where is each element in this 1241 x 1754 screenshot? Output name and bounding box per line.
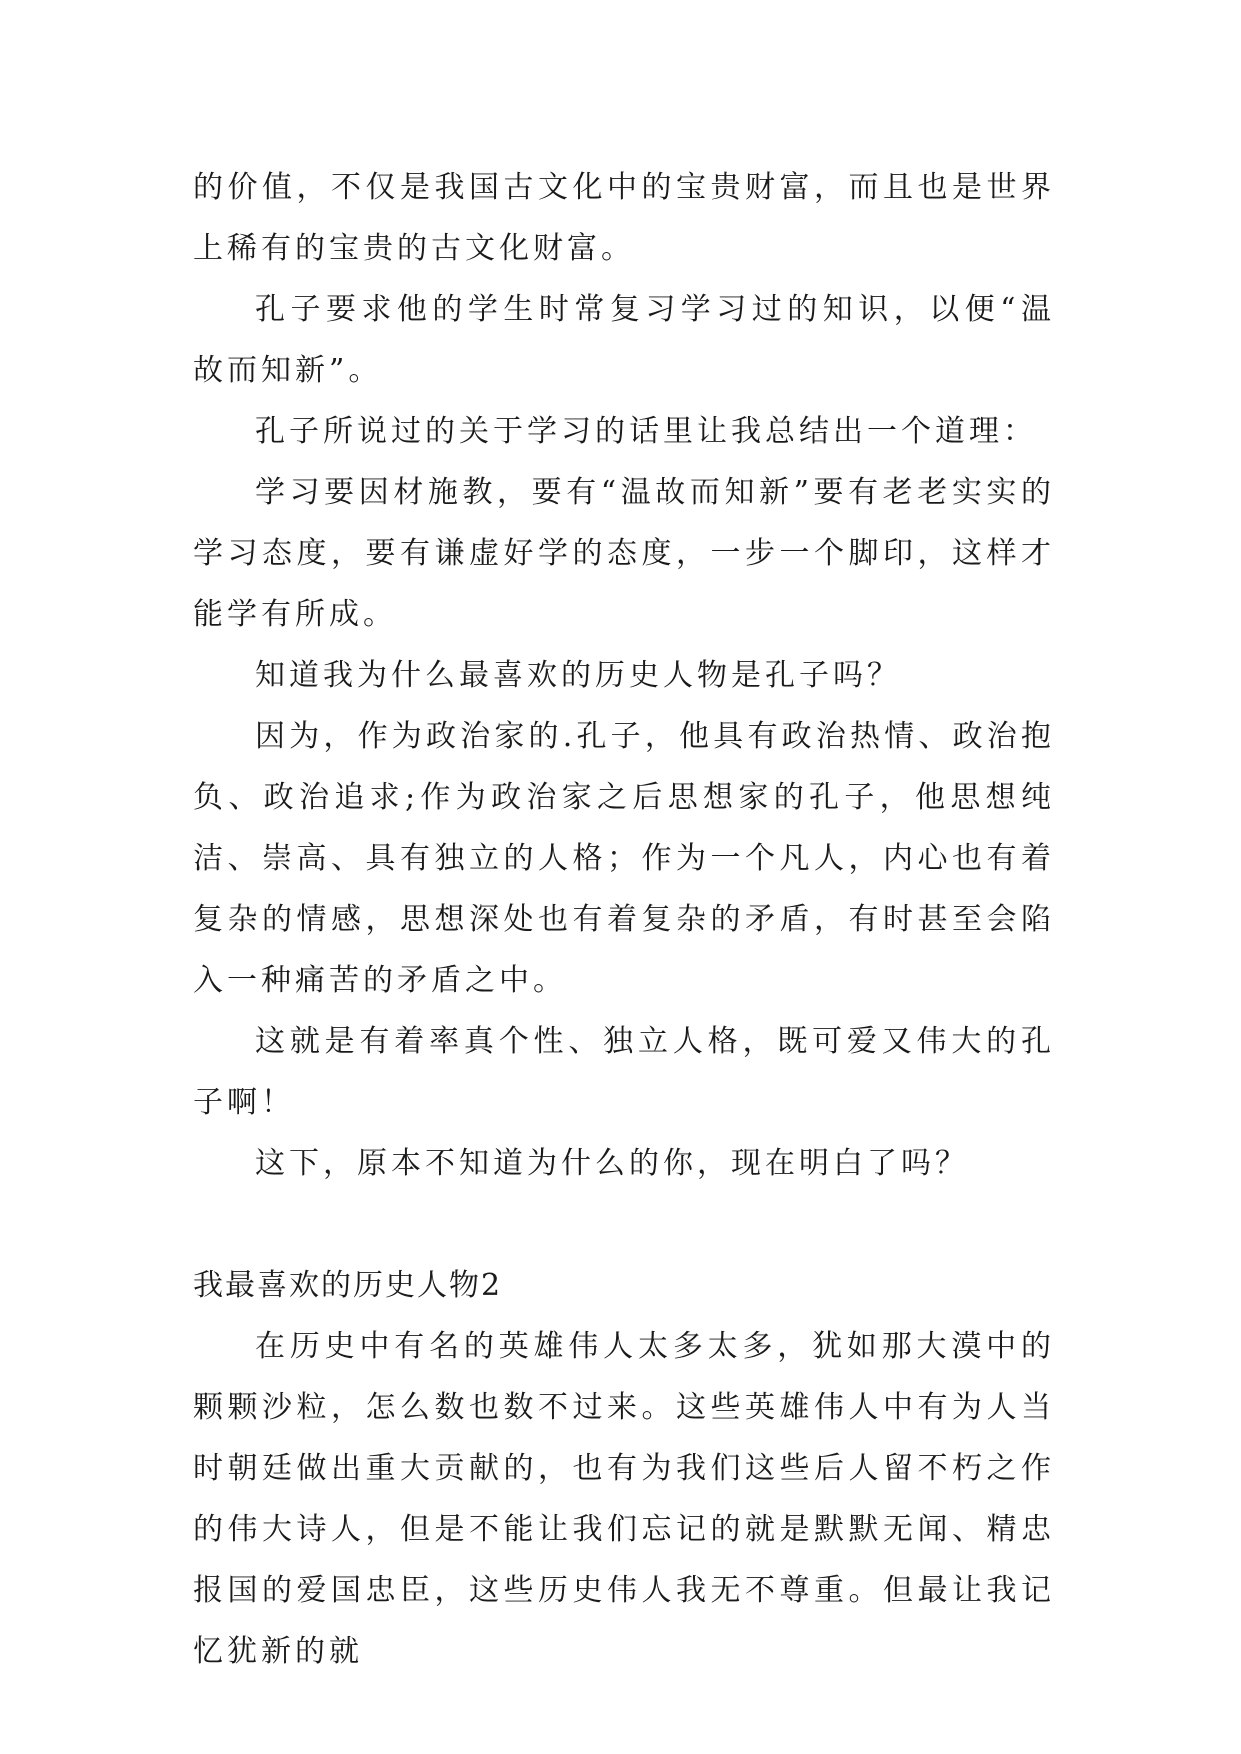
paragraph-continuation: 的价值，不仅是我国古文化中的宝贵财富，而且也是世界上稀有的宝贵的古文化财富。	[193, 170, 1055, 266]
paragraph: 这就是有着率真个性、独立人格，既可爱又伟大的孔子啊！	[193, 1024, 1055, 1120]
paragraph: 因为，作为政治家的.孔子，他具有政治热情、政治抱负、政治追求;作为政治家之后思想家的孔子，他思想纯洁、崇高、具有独立的人格；作为一个凡人，内心也有着复杂的情感，思想深处也有着复杂的矛盾，有时甚至会陷入一种痛苦的矛盾之中。	[193, 719, 1055, 998]
section-heading: 我最喜欢的历史人物2	[193, 1268, 503, 1303]
paragraph: 学习要因材施教，要有“温故而知新”要有老老实实的学习态度，要有谦虚好学的态度，一步一个脚印，这样才能学有所成。	[193, 475, 1055, 632]
paragraph: 孔子要求他的学生时常复习学习过的知识，以便“温故而知新”。	[193, 292, 1055, 388]
paragraph: 知道我为什么最喜欢的历史人物是孔子吗？	[255, 658, 901, 693]
paragraph: 这下，原本不知道为什么的你，现在明白了吗？	[255, 1146, 969, 1181]
section-spacer	[193, 1194, 1055, 1255]
paragraph: 孔子所说过的关于学习的话里让我总结出一个道理：	[255, 414, 1037, 449]
document-body	[193, 157, 1055, 1682]
paragraph: 在历史中有名的英雄伟人太多太多，犹如那大漠中的颗颗沙粒，怎么数也数不过来。这些英雄伟人中有为人当时朝廷做出重大贡献的，也有为我们这些后人留不朽之作的伟大诗人，但是不能让我们忘记的就是默默无闻、精忠报国的爱国忠臣，这些历史伟人我无不尊重。但最让我记忆犹新的就	[193, 1329, 1055, 1669]
